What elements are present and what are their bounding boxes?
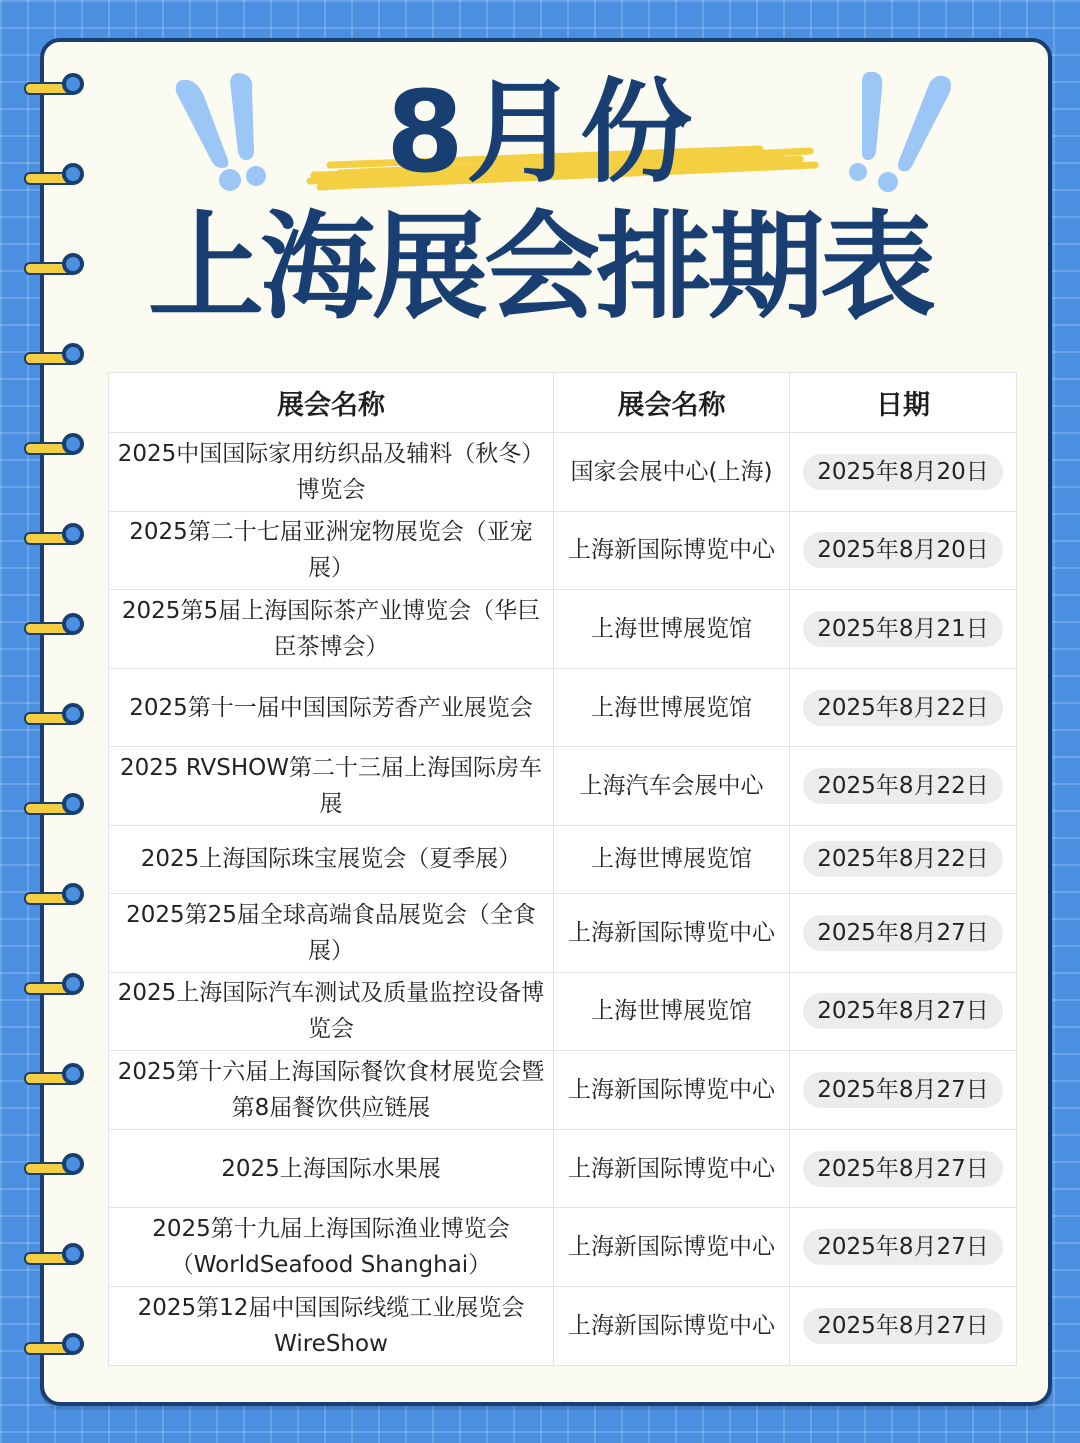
date-cell	[790, 893, 1017, 972]
date-cell	[790, 1051, 1017, 1130]
date-badge: 2025年8月27日	[803, 993, 1002, 1029]
binding-ring	[22, 1152, 82, 1182]
date-cell	[790, 1129, 1017, 1208]
binding-ring	[22, 882, 82, 912]
page-title-month: 8月份	[386, 68, 694, 198]
venue: 上海世博展览馆	[554, 590, 790, 669]
binding-ring	[22, 1062, 82, 1092]
exhibition-name: 2025第十一届中国国际芳香产业展览会	[109, 668, 554, 747]
table-row	[109, 433, 1017, 512]
date-cell	[790, 511, 1017, 590]
date-badge: 2025年8月22日	[803, 841, 1002, 877]
date-cell	[790, 747, 1017, 826]
exhibition-name: 2025上海国际汽车测试及质量监控设备博览会	[109, 972, 554, 1051]
date-badge: 2025年8月27日	[803, 1229, 1002, 1265]
exhibition-name: 2025第5届上海国际茶产业博览会（华巨臣茶博会）	[109, 590, 554, 669]
table-row	[109, 590, 1017, 669]
header-exhibition-name: 展会名称	[109, 373, 554, 433]
page-title: 上海展会排期表	[148, 200, 932, 335]
binding-ring	[22, 522, 82, 552]
exhibition-name: 2025第12届中国国际线缆工业展览会WireShow	[109, 1286, 554, 1365]
binding-ring	[22, 972, 82, 1002]
header-venue: 展会名称	[554, 373, 790, 433]
date-cell	[790, 825, 1017, 893]
venue: 上海新国际博览中心	[554, 511, 790, 590]
venue: 上海新国际博览中心	[554, 1208, 790, 1287]
date-cell	[790, 433, 1017, 512]
table-row	[109, 893, 1017, 972]
venue: 上海世博展览馆	[554, 668, 790, 747]
binding-ring	[22, 1332, 82, 1362]
table-header-row	[109, 373, 1017, 433]
table-row	[109, 1051, 1017, 1130]
exhibition-name: 2025上海国际珠宝展览会（夏季展）	[109, 825, 554, 893]
exhibition-name: 2025第二十七届亚洲宠物展览会（亚宠展）	[109, 511, 554, 590]
date-cell	[790, 1208, 1017, 1287]
venue: 上海新国际博览中心	[554, 1129, 790, 1208]
date-badge: 2025年8月22日	[803, 768, 1002, 804]
venue: 上海新国际博览中心	[554, 1286, 790, 1365]
binding-ring	[22, 342, 82, 372]
exhibition-name: 2025中国国际家用纺织品及辅料（秋冬）博览会	[109, 433, 554, 512]
venue: 上海世博展览馆	[554, 972, 790, 1051]
exhibition-name: 2025第十六届上海国际餐饮食材展览会暨第8届餐饮供应链展	[109, 1051, 554, 1130]
date-badge: 2025年8月27日	[803, 1151, 1002, 1187]
venue: 上海新国际博览中心	[554, 893, 790, 972]
venue: 上海新国际博览中心	[554, 1051, 790, 1130]
exhibition-name: 2025上海国际水果展	[109, 1129, 554, 1208]
table-row	[109, 1286, 1017, 1365]
binding-ring	[22, 702, 82, 732]
date-badge: 2025年8月21日	[803, 611, 1002, 647]
header-date: 日期	[790, 373, 1017, 433]
binding-ring	[22, 792, 82, 822]
date-badge: 2025年8月27日	[803, 915, 1002, 951]
binding-ring	[22, 612, 82, 642]
date-badge: 2025年8月20日	[803, 454, 1002, 490]
table-row	[109, 1208, 1017, 1287]
date-badge: 2025年8月27日	[803, 1308, 1002, 1344]
exhibition-name: 2025 RVSHOW第二十三届上海国际房车展	[109, 747, 554, 826]
table-row	[109, 747, 1017, 826]
venue: 上海汽车会展中心	[554, 747, 790, 826]
date-cell	[790, 1286, 1017, 1365]
venue: 国家会展中心(上海)	[554, 433, 790, 512]
date-cell	[790, 668, 1017, 747]
table-row	[109, 825, 1017, 893]
date-cell	[790, 972, 1017, 1051]
table-row	[109, 511, 1017, 590]
date-cell	[790, 590, 1017, 669]
venue: 上海世博展览馆	[554, 825, 790, 893]
binding-ring	[22, 1242, 82, 1272]
date-badge: 2025年8月22日	[803, 690, 1002, 726]
exhibition-name: 2025第25届全球高端食品展览会（全食展）	[109, 893, 554, 972]
exhibition-schedule-table	[108, 372, 1017, 1366]
date-badge: 2025年8月20日	[803, 532, 1002, 568]
table-row	[109, 668, 1017, 747]
binding-ring	[22, 432, 82, 462]
exhibition-name: 2025第十九届上海国际渔业博览会（WorldSeafood Shanghai）	[109, 1208, 554, 1287]
table-row	[109, 1129, 1017, 1208]
table-row	[109, 972, 1017, 1051]
date-badge: 2025年8月27日	[803, 1072, 1002, 1108]
